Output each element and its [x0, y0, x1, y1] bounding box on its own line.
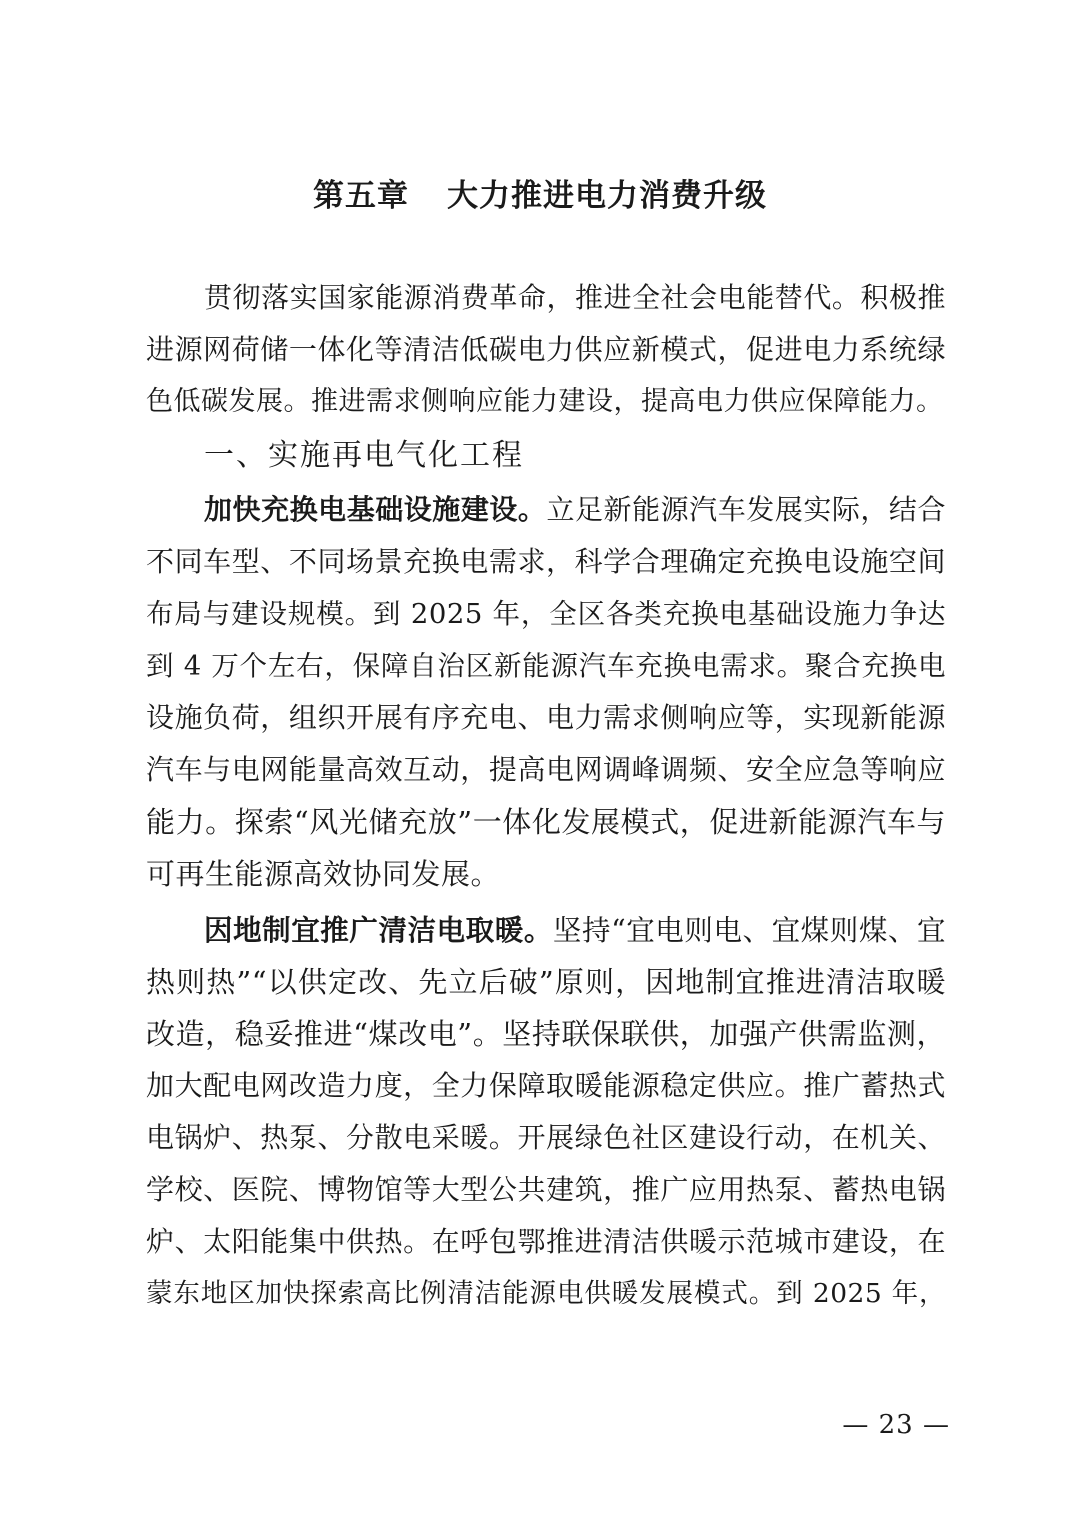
paragraph-line: 学校、医院、博物馆等大型公共建筑，推广应用热泵、蓄热电锅 [146, 1173, 946, 1206]
paragraph-lead: 加快充换电基础设施建设。 [204, 493, 547, 526]
paragraph-line: 蒙东地区加快探索高比例清洁能源电供暖发展模式。到 2025 年， [146, 1278, 946, 1309]
paragraph-line: 热则热”“以供定改、先立后破”原则，因地制宜推进清洁取暖 [146, 965, 946, 999]
paragraph-first-line-rest: 立足新能源汽车发展实际，结合 [546, 493, 946, 526]
intro-line: 色低碳发展。推进需求侧响应能力建设，提高电力供应保障能力。 [146, 386, 944, 417]
paragraph-line: 改造，稳妥推进“煤改电”。坚持联保联供，加强产供需监测， [146, 1017, 946, 1051]
paragraph-line: 汽车与电网能量高效互动，提高电网调峰调频、安全应急等响应 [146, 753, 946, 786]
paragraph-line: 可再生能源高效协同发展。 [146, 857, 501, 891]
paragraph-charging-infrastructure [146, 484, 946, 900]
intro-line: 贯彻落实国家能源消费革命，推进全社会电能替代。积极推 [204, 281, 946, 314]
chapter-number: 第五章 [313, 178, 409, 214]
intro-line: 进源网荷储一体化等清洁低碳电力供应新模式，促进电力系统绿 [146, 333, 946, 366]
paragraph-line: 到 4 万个左右，保障自治区新能源汽车充换电需求。聚合充换电 [146, 650, 946, 682]
paragraph-line: 设施负荷，组织开展有序充电、电力需求侧响应等，实现新能源 [146, 701, 946, 734]
paragraph-first-line [146, 904, 946, 956]
paragraph-line: 炉、太阳能集中供热。在呼包鄂推进清洁供暖示范城市建设，在 [146, 1225, 946, 1258]
paragraph-line: 电锅炉、热泵、分散电采暖。开展绿色社区建设行动，在机关、 [146, 1121, 946, 1154]
paragraph-clean-heating [146, 904, 946, 1320]
intro-paragraph [146, 272, 946, 428]
paragraph-line: 不同车型、不同场景充换电需求，科学合理确定充换电设施空间 [146, 545, 946, 578]
chapter-heading: 大力推进电力消费升级 [447, 178, 767, 214]
paragraph-lead: 因地制宜推广清洁电取暖。 [204, 913, 553, 947]
paragraph-first-line [146, 484, 946, 536]
chapter-title [0, 170, 1080, 215]
paragraph-line: 布局与建设规模。到 2025 年，全区各类充换电基础设施力争达 [146, 598, 946, 630]
paragraph-line: 能力。探索“风光储充放”一体化发展模式，促进新能源汽车与 [146, 805, 946, 839]
section-heading: 一、实施再电气化工程 [204, 438, 524, 473]
page-number: — 23 — [842, 1410, 950, 1440]
paragraph-line: 加大配电网改造力度，全力保障取暖能源稳定供应。推广蓄热式 [146, 1069, 946, 1102]
paragraph-first-line-rest: 坚持“宜电则电、宜煤则煤、宜 [552, 914, 946, 947]
